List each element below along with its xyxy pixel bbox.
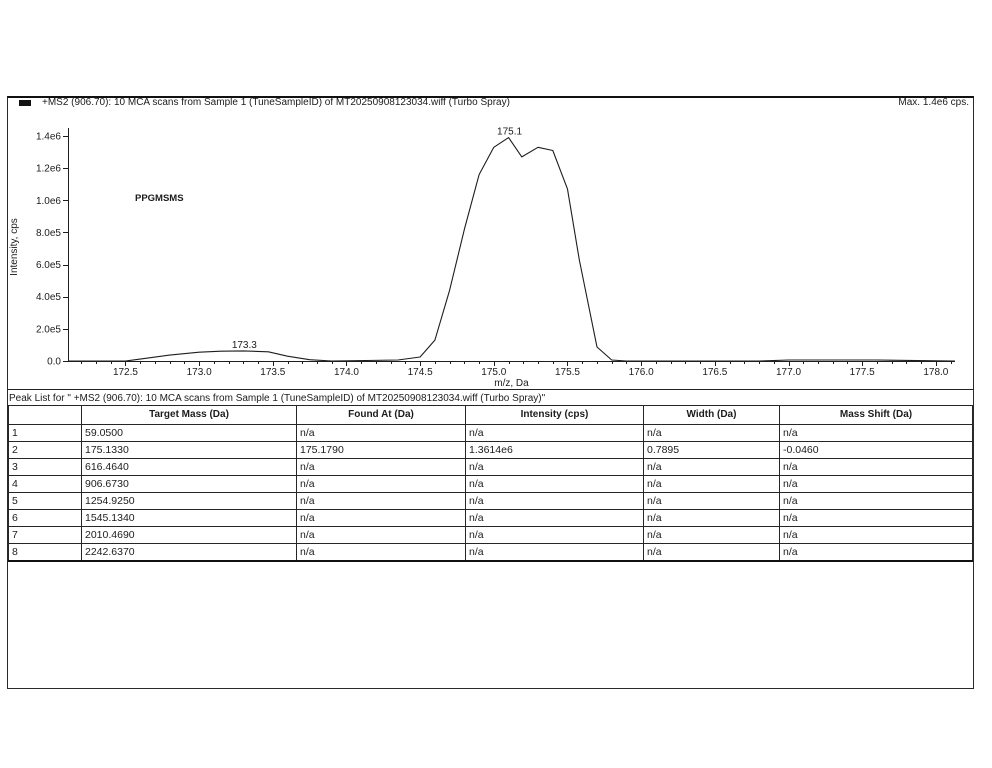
x-tick-label: 174.0 (333, 367, 359, 378)
x-tick-label: 177.0 (775, 367, 802, 378)
row-index-cell: 4 (9, 476, 82, 493)
y-tick-label: 0.0 (47, 356, 61, 368)
found-at-cell: n/a (297, 425, 466, 442)
y-tick-label: 8.0e5 (35, 227, 61, 239)
row-index-cell: 3 (9, 459, 82, 476)
x-tick-label: 175.5 (554, 367, 581, 378)
x-tick-label: 177.5 (849, 367, 875, 378)
found-at-cell: n/a (297, 476, 466, 493)
peak-label: 175.1 (497, 126, 523, 138)
x-tick-label: 176.5 (702, 367, 728, 378)
intensity-cell: n/a (466, 425, 644, 442)
intensity-cell: n/a (466, 544, 644, 562)
pane-divider (7, 389, 974, 390)
y-tick-label: 2.0e5 (35, 324, 61, 336)
width-cell: n/a (644, 476, 780, 493)
index-column-header (9, 406, 82, 425)
mass-shift-cell: n/a (780, 476, 973, 493)
peak-label: 173.3 (231, 339, 257, 351)
width-cell: n/a (644, 510, 780, 527)
target-mass-cell: 906.6730 (82, 476, 297, 493)
y-tick-label: 1.2e6 (35, 163, 61, 175)
x-tick-label: 178.0 (923, 367, 949, 378)
y-tick-label: 4.0e5 (35, 292, 61, 304)
sample-name-label: PPGMSMS (135, 193, 184, 204)
row-index-cell: 6 (9, 510, 82, 527)
x-axis-title: m/z, Da (494, 378, 529, 389)
found-at-cell: n/a (297, 544, 466, 562)
intensity-cell: 1.3614e6 (466, 442, 644, 459)
mass-shift-header: Mass Shift (Da) (780, 406, 973, 425)
target-mass-cell: 616.4640 (82, 459, 297, 476)
table-row (9, 493, 973, 510)
peak-list-table (8, 405, 973, 562)
table-row (9, 544, 973, 562)
width-cell: 0.7895 (644, 442, 780, 459)
found-at-cell: n/a (297, 493, 466, 510)
row-index-cell: 2 (9, 442, 82, 459)
x-tick-label: 175.0 (481, 367, 507, 378)
width-cell: n/a (644, 544, 780, 562)
mass-shift-cell: n/a (780, 527, 973, 544)
table-row (9, 476, 973, 493)
table-row (9, 510, 973, 527)
y-tick-label: 1.4e6 (35, 131, 61, 143)
mass-shift-cell: n/a (780, 425, 973, 442)
target-mass-cell: 175.1330 (82, 442, 297, 459)
intensity-cell: n/a (466, 527, 644, 544)
x-tick-label: 176.0 (628, 367, 654, 378)
intensity-header: Intensity (cps) (466, 406, 644, 425)
target-mass-cell: 1545.1340 (82, 510, 297, 527)
target-mass-cell: 59.0500 (82, 425, 297, 442)
intensity-cell: n/a (466, 459, 644, 476)
intensity-cell: n/a (466, 493, 644, 510)
found-at-header: Found At (Da) (297, 406, 466, 425)
x-tick-label: 172.5 (112, 367, 138, 378)
found-at-cell: n/a (297, 510, 466, 527)
x-tick-label: 173.5 (260, 367, 286, 378)
mass-shift-cell: -0.0460 (780, 442, 973, 459)
max-intensity-label: Max. 1.4e6 cps. (898, 97, 969, 108)
found-at-cell: n/a (297, 459, 466, 476)
found-at-cell: 175.1790 (297, 442, 466, 459)
table-header-row (9, 406, 973, 425)
peak-list-head (9, 406, 973, 425)
y-tick-label: 6.0e5 (35, 260, 61, 272)
width-cell: n/a (644, 459, 780, 476)
width-cell: n/a (644, 425, 780, 442)
width-cell: n/a (644, 527, 780, 544)
mass-shift-cell: n/a (780, 493, 973, 510)
target-mass-header: Target Mass (Da) (82, 406, 297, 425)
table-row (9, 527, 973, 544)
mass-shift-cell: n/a (780, 544, 973, 562)
row-index-cell: 7 (9, 527, 82, 544)
peak-list-title: Peak List for " +MS2 (906.70): 10 MCA scans from Sample 1 (TuneSampleID) of MT20250908123034.wiff (Turbo Spray)" (9, 393, 546, 404)
spectrum-title: +MS2 (906.70): 10 MCA scans from Sample 1 (TuneSampleID) of MT20250908123034.wiff (Turbo Spray) (42, 97, 510, 108)
row-index-cell: 8 (9, 544, 82, 562)
table-row (9, 459, 973, 476)
mass-shift-cell: n/a (780, 510, 973, 527)
target-mass-cell: 2242.6370 (82, 544, 297, 562)
target-mass-cell: 1254.9250 (82, 493, 297, 510)
mass-shift-cell: n/a (780, 459, 973, 476)
intensity-cell: n/a (466, 510, 644, 527)
width-cell: n/a (644, 493, 780, 510)
found-at-cell: n/a (297, 527, 466, 544)
target-mass-cell: 2010.4690 (82, 527, 297, 544)
row-index-cell: 1 (9, 425, 82, 442)
intensity-cell: n/a (466, 476, 644, 493)
peak-list-body (9, 425, 973, 562)
x-tick-label: 173.0 (186, 367, 212, 378)
table-row (9, 425, 973, 442)
table-row (9, 442, 973, 459)
x-tick-label: 174.5 (407, 367, 433, 378)
y-axis-title: Intensity, cps (9, 218, 20, 276)
y-tick-label: 1.0e6 (35, 195, 61, 207)
width-header: Width (Da) (644, 406, 780, 425)
spectrum-trace (68, 138, 955, 361)
row-index-cell: 5 (9, 493, 82, 510)
